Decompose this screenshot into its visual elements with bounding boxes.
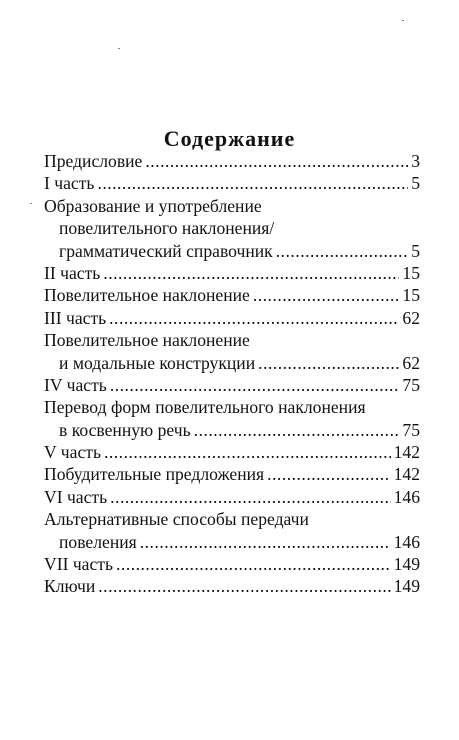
toc-entry[interactable]: [44, 329, 420, 374]
dot-leader: [253, 284, 400, 306]
toc-entry-text: и модальные конструкции: [59, 352, 256, 373]
toc-line: [44, 307, 420, 329]
dot-leader: [194, 419, 400, 441]
toc-line: [44, 217, 420, 239]
toc-entry[interactable]: [44, 150, 420, 172]
toc-entry-text: в косвенную речь: [59, 419, 191, 440]
toc-title: Содержание: [163, 126, 296, 151]
toc-line: [44, 531, 420, 553]
toc-entry-text: повеления: [59, 531, 137, 552]
dot-leader: [97, 172, 408, 194]
toc-line: [44, 352, 420, 374]
toc-line: [44, 262, 420, 284]
toc-page-number: 3: [411, 151, 420, 171]
dot-leader: [110, 374, 400, 396]
toc-line: [44, 441, 420, 463]
toc-line: [44, 419, 420, 441]
dot-leader: [140, 531, 391, 553]
dot-leader: [267, 463, 390, 485]
dot-leader: [109, 307, 399, 329]
toc-line: [44, 374, 420, 396]
toc-entry[interactable]: [44, 172, 420, 194]
toc-page-number: 75: [402, 374, 420, 395]
toc-page-number: 149: [393, 576, 420, 597]
scan-speck: [402, 20, 404, 21]
dot-leader: [98, 575, 390, 597]
toc-page-number: 5: [411, 240, 420, 261]
toc-entry-text: V часть: [44, 442, 101, 463]
scan-speck: [118, 48, 120, 49]
toc-entry[interactable]: [44, 575, 420, 597]
toc-page-number: 149: [393, 554, 420, 575]
dot-leader: [103, 262, 399, 284]
dot-leader: [145, 150, 408, 172]
toc-entry-text: VI часть: [44, 486, 108, 507]
toc-line: [44, 575, 420, 597]
dot-leader: [110, 486, 390, 508]
toc-page-number: 75: [402, 419, 420, 440]
toc-line: [44, 172, 420, 194]
toc-line: [44, 195, 420, 217]
toc-entry[interactable]: [44, 262, 420, 284]
toc-entry-text: Повелительное наклонение: [44, 330, 250, 351]
toc-entry[interactable]: [44, 307, 420, 329]
toc-entry-text: грамматический справочник: [59, 240, 273, 261]
toc-entry[interactable]: [44, 553, 420, 575]
toc-page-number: 142: [393, 464, 420, 485]
toc-entry-text: Предисловие: [44, 151, 143, 171]
toc-page-number: 62: [402, 307, 420, 328]
toc-page-number: 15: [402, 285, 420, 306]
toc-line: [44, 329, 420, 351]
toc-line: [44, 486, 420, 508]
toc-line: [44, 463, 420, 485]
toc-page-number: 146: [393, 531, 420, 552]
toc-line: [44, 553, 420, 575]
dot-leader: [258, 352, 399, 374]
dot-leader: [116, 553, 391, 575]
toc-entry-text: Ключи: [44, 576, 96, 597]
toc-entry-text: Альтернативные способы передачи: [44, 509, 309, 530]
scan-speck: [30, 203, 32, 204]
toc-page-number: 146: [393, 486, 420, 507]
toc-line: [44, 508, 420, 530]
toc-page-number: 5: [411, 173, 420, 194]
toc-page-number: 15: [402, 262, 420, 283]
toc-page-number: 142: [393, 442, 420, 463]
toc-entry-text: повелительного наклонения/: [59, 218, 275, 239]
toc-entry-text: Образование и употребление: [44, 195, 262, 216]
dot-leader: [104, 441, 391, 463]
toc-entry-text: Побудительные предложения: [44, 464, 265, 485]
toc-entry[interactable]: [44, 508, 420, 553]
toc-entry[interactable]: [44, 396, 420, 441]
toc-entry-text: II часть: [44, 262, 101, 283]
dot-leader: [276, 240, 409, 262]
toc-line: [44, 240, 420, 262]
toc-entry[interactable]: [44, 486, 420, 508]
toc-entry-text: I часть: [44, 173, 95, 194]
toc-page-number: 62: [402, 352, 420, 373]
toc-entry[interactable]: [44, 195, 420, 262]
toc-entry-text: Перевод форм повелительного наклонения: [44, 397, 366, 418]
toc-entry-text: III часть: [44, 307, 107, 328]
toc-entry[interactable]: [44, 463, 420, 485]
toc-line: [44, 150, 420, 172]
toc-entry-text: IV часть: [44, 374, 107, 395]
toc-entry-text: VII часть: [44, 554, 114, 575]
toc-entry[interactable]: [44, 441, 420, 463]
toc-line: [44, 396, 420, 418]
table-of-contents: [44, 150, 420, 598]
toc-entry[interactable]: [44, 374, 420, 396]
toc-entry[interactable]: [44, 284, 420, 306]
toc-line: [44, 284, 420, 306]
toc-entry-text: Повелительное наклонение: [44, 285, 250, 306]
